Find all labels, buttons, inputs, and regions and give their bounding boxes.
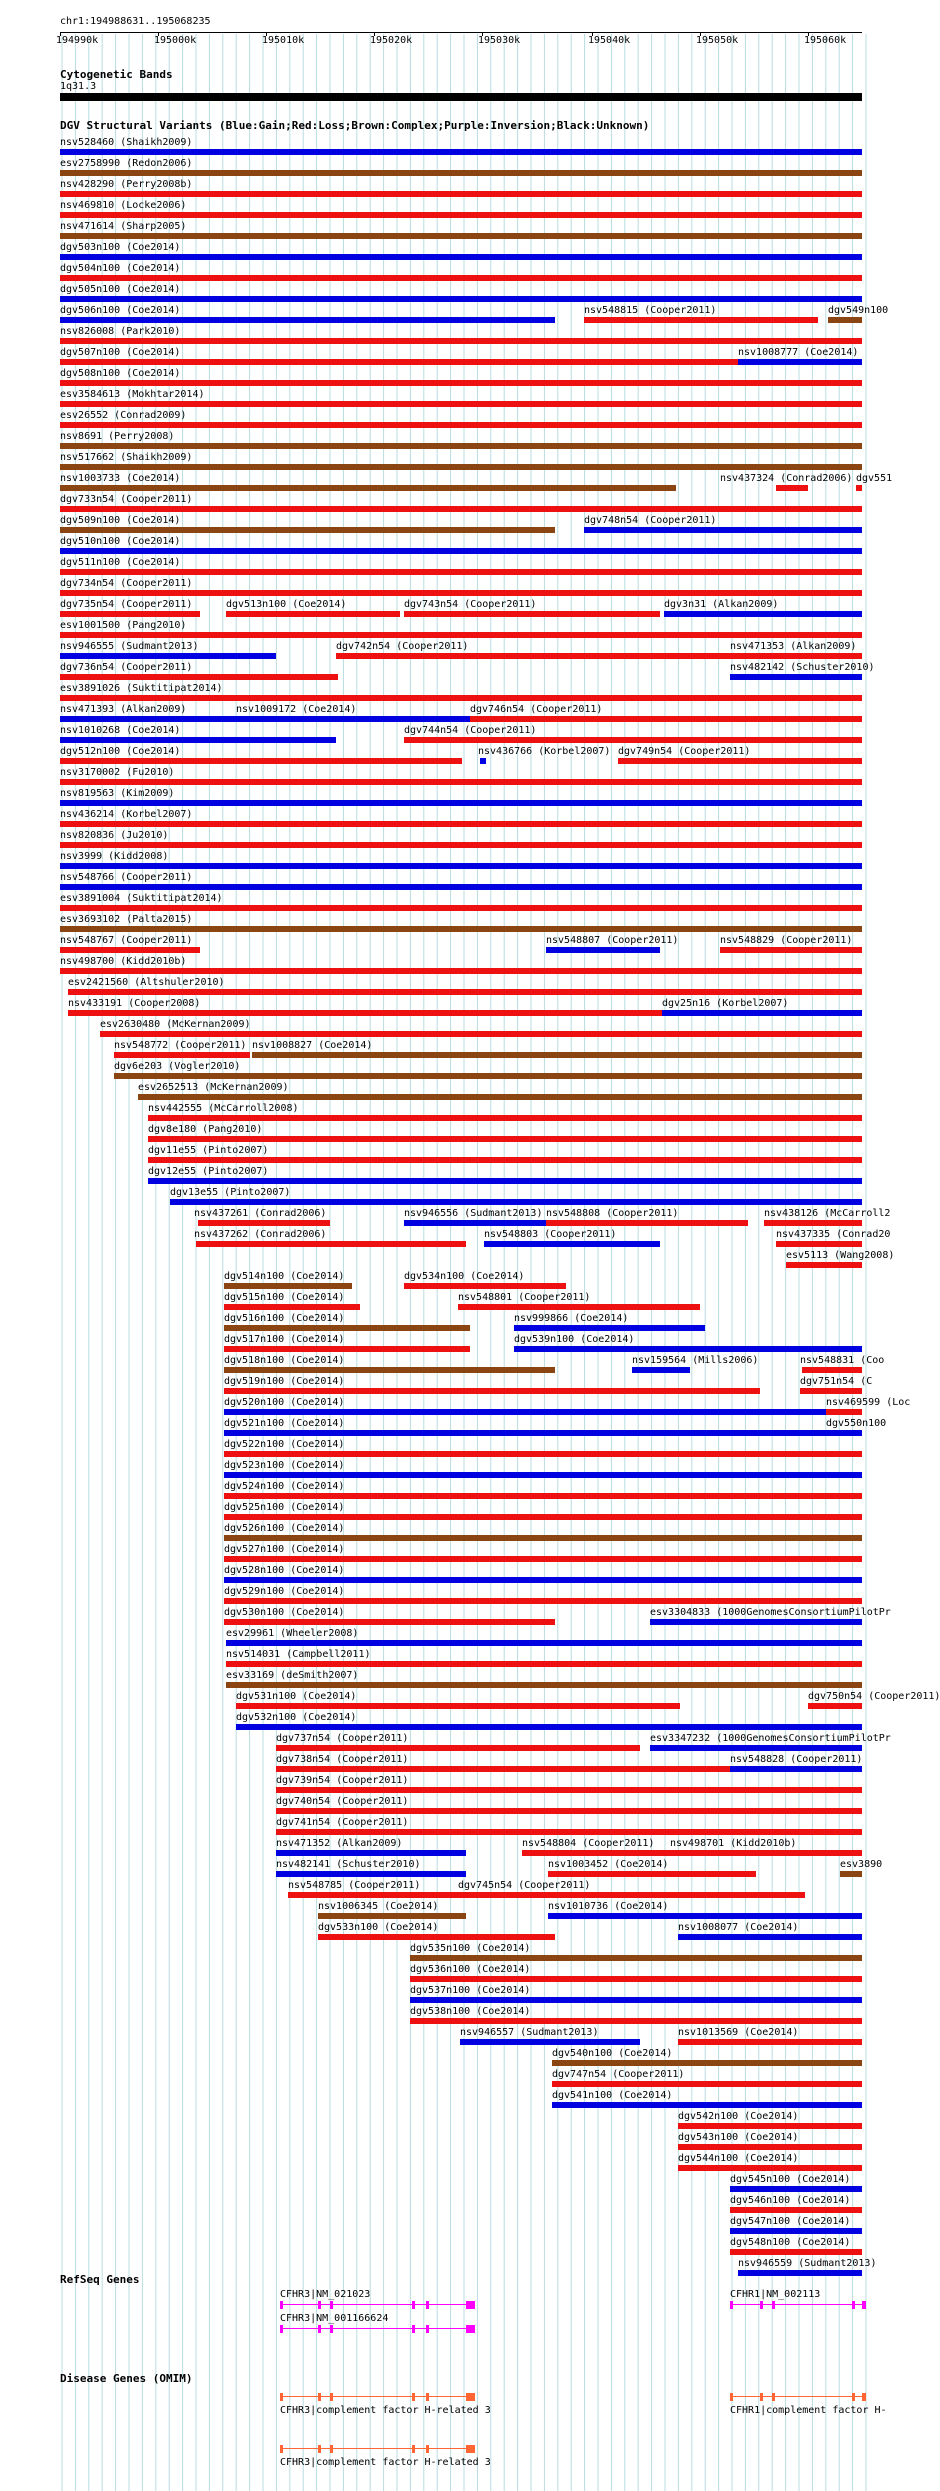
variant-label: nsv437261 (Conrad2006) [194, 1208, 327, 1219]
variant-label: nsv3170002 (Fu2010) [60, 767, 175, 778]
ruler-tick-label: 195050k [696, 35, 739, 46]
variant-label: nsv826008 (Park2010) [60, 326, 181, 337]
variant-label: esv3304833 (1000GenomesConsortiumPilotPr [650, 1607, 891, 1618]
variant-label: dgv735n54 (Cooper2011) [60, 599, 193, 610]
variant-label: nsv548803 (Cooper2011) [484, 1229, 617, 1240]
omim-gene-label[interactable]: CFHR1|complement factor H- [730, 2405, 887, 2416]
variant-label: nsv1010268 (Coe2014) [60, 725, 181, 736]
variant-label: dgv11e55 (Pinto2007) [148, 1145, 269, 1156]
variant-label: dgv545n100 (Coe2014) [730, 2174, 851, 2185]
variant-label: dgv521n100 (Coe2014) [224, 1418, 345, 1429]
cytoband-track-title: Cytogenetic Bands [60, 68, 173, 81]
omim-gene-exon[interactable] [330, 2445, 333, 2453]
variant-label: dgv522n100 (Coe2014) [224, 1439, 345, 1450]
variant-label: dgv527n100 (Coe2014) [224, 1544, 345, 1555]
variant-label: dgv745n54 (Cooper2011) [458, 1880, 591, 1891]
variant-label: esv5113 (Wang2008) [786, 1250, 895, 1261]
variant-label: nsv469599 (Loc [826, 1397, 911, 1408]
variant-label: dgv530n100 (Coe2014) [224, 1607, 345, 1618]
refseq-gene-label[interactable]: CFHR3|NM_001166624 [280, 2313, 389, 2324]
ruler-tick-label: 195020k [370, 35, 413, 46]
omim-gene-exon[interactable] [730, 2393, 733, 2401]
variant-label: dgv733n54 (Cooper2011) [60, 494, 193, 505]
variant-label: esv26552 (Conrad2009) [60, 410, 187, 421]
variant-label: esv3347232 (1000GenomesConsortiumPilotPr [650, 1733, 891, 1744]
variant-label: dgv541n100 (Coe2014) [552, 2090, 673, 2101]
variant-label: dgv532n100 (Coe2014) [236, 1712, 357, 1723]
variant-label: dgv548n100 (Coe2014) [730, 2237, 851, 2248]
variant-label: dgv551 [856, 473, 893, 484]
variant-label: nsv437324 (Conrad2006) [720, 473, 853, 484]
variant-label: nsv1006345 (Coe2014) [318, 1901, 439, 1912]
variant-label: nsv482142 (Schuster2010) [730, 662, 875, 673]
variant-label: nsv548807 (Cooper2011) [546, 935, 679, 946]
variant-label: nsv471352 (Alkan2009) [276, 1838, 403, 1849]
variant-label: nsv436766 (Korbel2007) [478, 746, 611, 757]
variant-label: dgv8e180 (Pang2010) [148, 1124, 263, 1135]
variant-label: nsv469810 (Locke2006) [60, 200, 187, 211]
variant-label: dgv13e55 (Pinto2007) [170, 1187, 291, 1198]
variant-label: esv3891004 (Suktitipat2014) [60, 893, 223, 904]
variant-label: dgv510n100 (Coe2014) [60, 536, 181, 547]
variant-label: dgv742n54 (Cooper2011) [336, 641, 469, 652]
variant-label: dgv509n100 (Coe2014) [60, 515, 181, 526]
variant-label: dgv734n54 (Cooper2011) [60, 578, 193, 589]
variant-label: nsv514031 (Campbell2011) [226, 1649, 371, 1660]
variant-label: nsv1009172 (Coe2014) [236, 704, 357, 715]
variant-label: dgv519n100 (Coe2014) [224, 1376, 345, 1387]
variant-label: dgv743n54 (Cooper2011) [404, 599, 537, 610]
variant-label: nsv437335 (Conrad20 [776, 1229, 891, 1240]
variant-label: dgv546n100 (Coe2014) [730, 2195, 851, 2206]
variant-label: esv3890 [840, 1859, 883, 1870]
variant-label: dgv512n100 (Coe2014) [60, 746, 181, 757]
variant-label: dgv534n100 (Coe2014) [404, 1271, 525, 1282]
variant-label: nsv946557 (Sudmant2013) [460, 2027, 599, 2038]
variant-label: nsv548767 (Cooper2011) [60, 935, 193, 946]
variant-label: nsv1008077 (Coe2014) [678, 1922, 799, 1933]
omim-gene-exon[interactable] [466, 2393, 475, 2401]
variant-label: nsv548804 (Cooper2011) [522, 1838, 655, 1849]
variant-label: nsv548785 (Cooper2011) [288, 1880, 421, 1891]
variant-label: esv3891026 (Suktitipat2014) [60, 683, 223, 694]
variant-label: dgv739n54 (Cooper2011) [276, 1775, 409, 1786]
omim-gene-intron-line [730, 2396, 866, 2397]
variant-label: nsv548766 (Cooper2011) [60, 872, 193, 883]
variant-label: dgv537n100 (Coe2014) [410, 1985, 531, 1996]
variant-label: nsv548808 (Cooper2011) [546, 1208, 679, 1219]
variant-label: dgv507n100 (Coe2014) [60, 347, 181, 358]
variant-label: nsv482141 (Schuster2010) [276, 1859, 421, 1870]
variant-label: dgv525n100 (Coe2014) [224, 1502, 345, 1513]
variant-label: dgv547n100 (Coe2014) [730, 2216, 851, 2227]
variant-label: nsv548815 (Cooper2011) [584, 305, 717, 316]
variant-label: dgv12e55 (Pinto2007) [148, 1166, 269, 1177]
variant-label: esv1001500 (Pang2010) [60, 620, 187, 631]
variant-label: esv2421560 (Altshuler2010) [68, 977, 225, 988]
variant-label: nsv999866 (Coe2014) [514, 1313, 629, 1324]
variant-label: esv2652513 (McKernan2009) [138, 1082, 289, 1093]
variant-label: nsv548772 (Cooper2011) [114, 1040, 247, 1051]
omim-gene-exon[interactable] [426, 2445, 429, 2453]
variant-label: nsv1010736 (Coe2014) [548, 1901, 669, 1912]
variant-label: nsv471353 (Alkan2009) [730, 641, 857, 652]
variant-label: dgv526n100 (Coe2014) [224, 1523, 345, 1534]
variant-label: nsv548829 (Cooper2011) [720, 935, 853, 946]
omim-gene-exon[interactable] [412, 2445, 415, 2453]
variant-label: esv2758990 (Redon2006) [60, 158, 193, 169]
cytoband-label: 1q31.3 [60, 81, 97, 92]
variant-label: nsv498700 (Kidd2010b) [60, 956, 187, 967]
refseq-gene-label[interactable]: CFHR3|NM_021023 [280, 2289, 371, 2300]
variant-label: dgv523n100 (Coe2014) [224, 1460, 345, 1471]
variant-label: dgv740n54 (Cooper2011) [276, 1796, 409, 1807]
variant-label: dgv539n100 (Coe2014) [514, 1334, 635, 1345]
variant-label: dgv528n100 (Coe2014) [224, 1565, 345, 1576]
variant-label: dgv524n100 (Coe2014) [224, 1481, 345, 1492]
omim-gene-exon[interactable] [280, 2393, 283, 2401]
variant-label: nsv548828 (Cooper2011) [730, 1754, 863, 1765]
variant-label: nsv159564 (Mills2006) [632, 1355, 759, 1366]
variant-label: dgv504n100 (Coe2014) [60, 263, 181, 274]
variant-label: dgv3n31 (Alkan2009) [664, 599, 779, 610]
omim-gene-exon[interactable] [412, 2393, 415, 2401]
variant-label: dgv515n100 (Coe2014) [224, 1292, 345, 1303]
ruler-tick-label: 195010k [262, 35, 305, 46]
variant-label: nsv436214 (Korbel2007) [60, 809, 193, 820]
variant-label: dgv518n100 (Coe2014) [224, 1355, 345, 1366]
variant-label: esv3584613 (Mokhtar2014) [60, 389, 205, 400]
variant-label: dgv550n100 [826, 1418, 887, 1429]
variant-label: dgv536n100 (Coe2014) [410, 1964, 531, 1975]
variant-label: nsv517662 (Shaikh2009) [60, 452, 193, 463]
variant-label: dgv529n100 (Coe2014) [224, 1586, 345, 1597]
position-label: chr1:194988631..195068235 [60, 16, 211, 27]
variant-label: dgv513n100 (Coe2014) [226, 599, 347, 610]
variant-label: dgv533n100 (Coe2014) [318, 1922, 439, 1933]
variant-label: nsv428290 (Perry2008b) [60, 179, 193, 190]
variant-label: dgv749n54 (Cooper2011) [618, 746, 751, 757]
omim-gene-label[interactable]: CFHR3|complement factor H-related 3 [280, 2405, 491, 2416]
variant-label: dgv746n54 (Cooper2011) [470, 704, 603, 715]
dgv-track-title: DGV Structural Variants (Blue:Gain;Red:Loss;Brown:Complex;Purple:Inversion;Black:Unknown) [60, 119, 650, 132]
variant-label: dgv508n100 (Coe2014) [60, 368, 181, 379]
omim-gene-exon[interactable] [330, 2393, 333, 2401]
variant-label: dgv503n100 (Coe2014) [60, 242, 181, 253]
variant-label: dgv543n100 (Coe2014) [678, 2132, 799, 2143]
variant-label: nsv548801 (Cooper2011) [458, 1292, 591, 1303]
ruler-tick-label: 195000k [154, 35, 197, 46]
variant-label: dgv744n54 (Cooper2011) [404, 725, 537, 736]
variant-label: dgv544n100 (Coe2014) [678, 2153, 799, 2164]
variant-label: nsv528460 (Shaikh2009) [60, 137, 193, 148]
variant-label: dgv540n100 (Coe2014) [552, 2048, 673, 2059]
omim-gene-exon[interactable] [466, 2445, 475, 2453]
variant-label: nsv1003452 (Coe2014) [548, 1859, 669, 1870]
variant-label: nsv819563 (Kim2009) [60, 788, 175, 799]
variant-label: nsv498701 (Kidd2010b) [670, 1838, 797, 1849]
variant-label: nsv548831 (Coo [800, 1355, 885, 1366]
variant-label: nsv1008777 (Coe2014) [738, 347, 859, 358]
variant-label: nsv820836 (Ju2010) [60, 830, 169, 841]
variant-label: dgv751n54 (C [800, 1376, 873, 1387]
variant-label: dgv741n54 (Cooper2011) [276, 1817, 409, 1828]
omim-gene-exon[interactable] [772, 2393, 775, 2401]
variant-label: nsv1008827 (Coe2014) [252, 1040, 373, 1051]
ruler-tick-label: 194990k [56, 35, 99, 46]
variant-label: nsv3999 (Kidd2008) [60, 851, 169, 862]
variant-label: dgv542n100 (Coe2014) [678, 2111, 799, 2122]
variant-label: dgv517n100 (Coe2014) [224, 1334, 345, 1345]
variant-label: nsv437262 (Conrad2006) [194, 1229, 327, 1240]
variant-label: dgv747n54 (Cooper2011) [552, 2069, 685, 2080]
variant-label: dgv748n54 (Cooper2011) [584, 515, 717, 526]
refseq-gene-label[interactable]: CFHR1|NM_002113 [730, 2289, 821, 2300]
omim-gene-exon[interactable] [862, 2393, 866, 2401]
variant-label: esv3693102 (Palta2015) [60, 914, 193, 925]
omim-gene-exon[interactable] [318, 2445, 321, 2453]
ruler-tick-label: 195030k [478, 35, 521, 46]
variant-label: dgv736n54 (Cooper2011) [60, 662, 193, 673]
variant-label: nsv1003733 (Coe2014) [60, 473, 181, 484]
variant-label: esv29961 (Wheeler2008) [226, 1628, 359, 1639]
variant-label: nsv946556 (Sudmant2013) [404, 1208, 543, 1219]
variant-label: nsv442555 (McCarroll2008) [148, 1103, 299, 1114]
variant-label: dgv511n100 (Coe2014) [60, 557, 181, 568]
ruler-tick-label: 195040k [588, 35, 631, 46]
variant-label: nsv433191 (Cooper2008) [68, 998, 201, 1009]
omim-gene-exon[interactable] [426, 2393, 429, 2401]
variant-label: dgv737n54 (Cooper2011) [276, 1733, 409, 1744]
omim-gene-exon[interactable] [760, 2393, 763, 2401]
omim-gene-intron-line [280, 2448, 475, 2449]
variant-label: nsv8691 (Perry2008) [60, 431, 175, 442]
variant-label: nsv471614 (Sharp2005) [60, 221, 187, 232]
ruler-tick-label: 195060k [804, 35, 847, 46]
variant-label: esv33169 (deSmith2007) [226, 1670, 359, 1681]
variant-label: dgv25n16 (Korbel2007) [662, 998, 789, 1009]
variant-label: nsv471393 (Alkan2009) [60, 704, 187, 715]
variant-label: esv2630480 (McKernan2009) [100, 1019, 251, 1030]
variant-label: dgv506n100 (Coe2014) [60, 305, 181, 316]
variant-label: dgv514n100 (Coe2014) [224, 1271, 345, 1282]
variant-label: nsv1013569 (Coe2014) [678, 2027, 799, 2038]
variant-label: nsv946555 (Sudmant2013) [60, 641, 199, 652]
variant-label: dgv738n54 (Cooper2011) [276, 1754, 409, 1765]
variant-label: dgv516n100 (Coe2014) [224, 1313, 345, 1324]
omim-gene-exon[interactable] [318, 2393, 321, 2401]
omim-gene-label[interactable]: CFHR3|complement factor H-related 3 [280, 2457, 491, 2468]
variant-label: dgv535n100 (Coe2014) [410, 1943, 531, 1954]
variant-label: nsv438126 (McCarroll2 [764, 1208, 891, 1219]
variant-label: nsv946559 (Sudmant2013) [738, 2258, 877, 2269]
omim-gene-exon[interactable] [280, 2445, 283, 2453]
variant-label: dgv531n100 (Coe2014) [236, 1691, 357, 1702]
omim-gene-intron-line [280, 2396, 475, 2397]
omim-track-title: Disease Genes (OMIM) [60, 2372, 193, 2385]
refseq-track-title: RefSeq Genes [60, 2273, 140, 2286]
variant-label: dgv750n54 (Cooper2011) [808, 1691, 940, 1702]
variant-label: dgv505n100 (Coe2014) [60, 284, 181, 295]
variant-label: dgv520n100 (Coe2014) [224, 1397, 345, 1408]
variant-label: dgv6e203 (Vogler2010) [114, 1061, 241, 1072]
variant-label: dgv549n100 [828, 305, 889, 316]
variant-label: dgv538n100 (Coe2014) [410, 2006, 531, 2017]
omim-gene-exon[interactable] [852, 2393, 855, 2401]
